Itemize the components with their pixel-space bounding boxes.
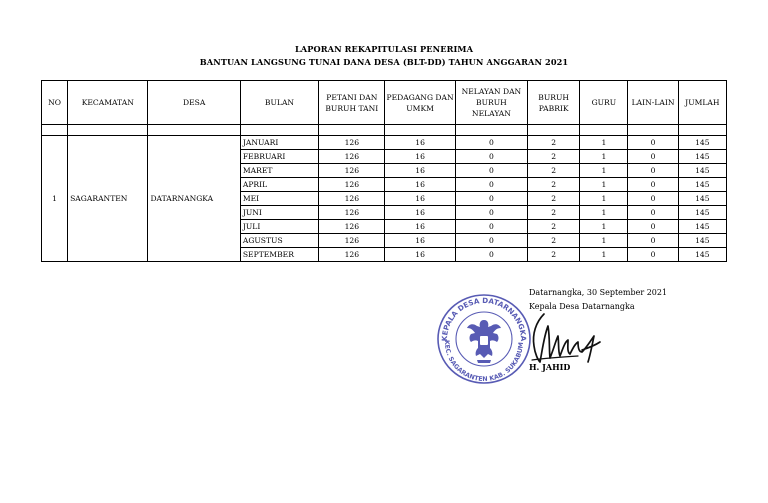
cell-pedagang: 16 bbox=[385, 220, 455, 234]
cell-petani: 126 bbox=[319, 192, 385, 206]
cell-buruh-pabrik: 2 bbox=[528, 164, 580, 178]
cell-guru: 1 bbox=[580, 192, 628, 206]
cell-petani: 126 bbox=[319, 248, 385, 262]
cell-bulan: MEI bbox=[240, 192, 318, 206]
cell-bulan: FEBRUARI bbox=[240, 150, 318, 164]
cell-guru: 1 bbox=[580, 150, 628, 164]
col-header-guru: GURU bbox=[580, 81, 628, 125]
table-header-row bbox=[42, 81, 727, 125]
village-stamp bbox=[433, 290, 533, 385]
cell-nelayan: 0 bbox=[455, 150, 527, 164]
cell-petani: 126 bbox=[319, 220, 385, 234]
cell-nelayan: 0 bbox=[455, 234, 527, 248]
cell-jumlah: 145 bbox=[678, 136, 726, 150]
cell-jumlah: 145 bbox=[678, 248, 726, 262]
cell-guru: 1 bbox=[580, 248, 628, 262]
cell-buruh-pabrik: 2 bbox=[528, 248, 580, 262]
cell-bulan: JUNI bbox=[240, 206, 318, 220]
cell-lain: 0 bbox=[628, 150, 678, 164]
col-header-pedagang: PEDAGANG DAN UMKM bbox=[385, 81, 455, 125]
cell-nelayan: 0 bbox=[455, 192, 527, 206]
cell-buruh-pabrik: 2 bbox=[528, 234, 580, 248]
col-header-nelayan: NELAYAN DAN BURUH NELAYAN bbox=[455, 81, 527, 125]
cell-jumlah: 145 bbox=[678, 192, 726, 206]
cell-pedagang: 16 bbox=[385, 164, 455, 178]
cell-buruh-pabrik: 2 bbox=[528, 192, 580, 206]
col-header-bulan: BULAN bbox=[240, 81, 318, 125]
cell-jumlah: 145 bbox=[678, 178, 726, 192]
cell-lain: 0 bbox=[628, 220, 678, 234]
cell-nelayan: 0 bbox=[455, 178, 527, 192]
cell-petani: 126 bbox=[319, 164, 385, 178]
cell-buruh-pabrik: 2 bbox=[528, 220, 580, 234]
recap-table bbox=[41, 80, 727, 262]
cell-buruh-pabrik: 2 bbox=[528, 150, 580, 164]
report-title-line1: LAPORAN REKAPITULASI PENERIMA bbox=[294, 44, 474, 54]
cell-bulan: AGUSTUS bbox=[240, 234, 318, 248]
cell-bulan: MARET bbox=[240, 164, 318, 178]
cell-petani: 126 bbox=[319, 136, 385, 150]
cell-pedagang: 16 bbox=[385, 192, 455, 206]
col-header-jumlah: JUMLAH bbox=[678, 81, 726, 125]
cell-jumlah: 145 bbox=[678, 234, 726, 248]
cell-bulan: JULI bbox=[240, 220, 318, 234]
cell-nelayan: 0 bbox=[455, 164, 527, 178]
report-title-line2: BANTUAN LANGSUNG TUNAI DANA DESA (BLT-DD) TAHUN ANGGARAN 2021 bbox=[199, 57, 569, 67]
cell-lain: 0 bbox=[628, 192, 678, 206]
col-header-petani: PETANI DAN BURUH TANI bbox=[319, 81, 385, 125]
cell-buruh-pabrik: 2 bbox=[528, 136, 580, 150]
cell-jumlah: 145 bbox=[678, 150, 726, 164]
stamp-text-top: KEPALA DESA DATARNANGKA bbox=[439, 295, 529, 342]
cell-lain: 0 bbox=[628, 136, 678, 150]
cell-nelayan: 0 bbox=[455, 136, 527, 150]
cell-buruh-pabrik: 2 bbox=[528, 178, 580, 192]
cell-petani: 126 bbox=[319, 150, 385, 164]
handwritten-signature bbox=[522, 312, 604, 364]
cell-lain: 0 bbox=[628, 178, 678, 192]
signatory-name: H. JAHID bbox=[529, 362, 571, 372]
cell-lain: 0 bbox=[628, 206, 678, 220]
col-header-kecamatan: KECAMATAN bbox=[68, 81, 148, 125]
cell-guru: 1 bbox=[580, 136, 628, 150]
cell-pedagang: 16 bbox=[385, 206, 455, 220]
col-header-desa: DESA bbox=[148, 81, 240, 125]
cell-bulan: JANUARI bbox=[240, 136, 318, 150]
cell-petani: 126 bbox=[319, 178, 385, 192]
cell-guru: 1 bbox=[580, 220, 628, 234]
cell-bulan: APRIL bbox=[240, 178, 318, 192]
cell-jumlah: 145 bbox=[678, 164, 726, 178]
cell-jumlah: 145 bbox=[678, 206, 726, 220]
signature-place-date: Datarnangka, 30 September 2021 bbox=[529, 288, 668, 297]
cell-pedagang: 16 bbox=[385, 150, 455, 164]
col-header-no: NO bbox=[42, 81, 68, 125]
signature-position: Kepala Desa Datarnangka bbox=[529, 302, 635, 311]
cell-guru: 1 bbox=[580, 164, 628, 178]
spacer-row bbox=[42, 125, 727, 136]
cell-lain: 0 bbox=[628, 234, 678, 248]
cell-petani: 126 bbox=[319, 234, 385, 248]
cell-bulan: SEPTEMBER bbox=[240, 248, 318, 262]
table-row bbox=[42, 136, 727, 150]
cell-lain: 0 bbox=[628, 248, 678, 262]
cell-guru: 1 bbox=[580, 206, 628, 220]
cell-pedagang: 16 bbox=[385, 178, 455, 192]
cell-pedagang: 16 bbox=[385, 136, 455, 150]
stamp-text-bottom: KEC. SAGARANTEN KAB. SUKABUM bbox=[442, 339, 526, 384]
cell-kecamatan: SAGARANTEN bbox=[68, 136, 148, 262]
cell-desa: DATARNANGKA bbox=[148, 136, 240, 262]
cell-no: 1 bbox=[42, 136, 68, 262]
col-header-lain-lain: LAIN-LAIN bbox=[628, 81, 678, 125]
cell-lain: 0 bbox=[628, 164, 678, 178]
cell-guru: 1 bbox=[580, 178, 628, 192]
cell-nelayan: 0 bbox=[455, 248, 527, 262]
col-header-buruh-pabrik: BURUH PABRIK bbox=[528, 81, 580, 125]
cell-nelayan: 0 bbox=[455, 220, 527, 234]
cell-jumlah: 145 bbox=[678, 220, 726, 234]
cell-buruh-pabrik: 2 bbox=[528, 206, 580, 220]
cell-nelayan: 0 bbox=[455, 206, 527, 220]
cell-pedagang: 16 bbox=[385, 248, 455, 262]
cell-pedagang: 16 bbox=[385, 234, 455, 248]
cell-guru: 1 bbox=[580, 234, 628, 248]
cell-petani: 126 bbox=[319, 206, 385, 220]
